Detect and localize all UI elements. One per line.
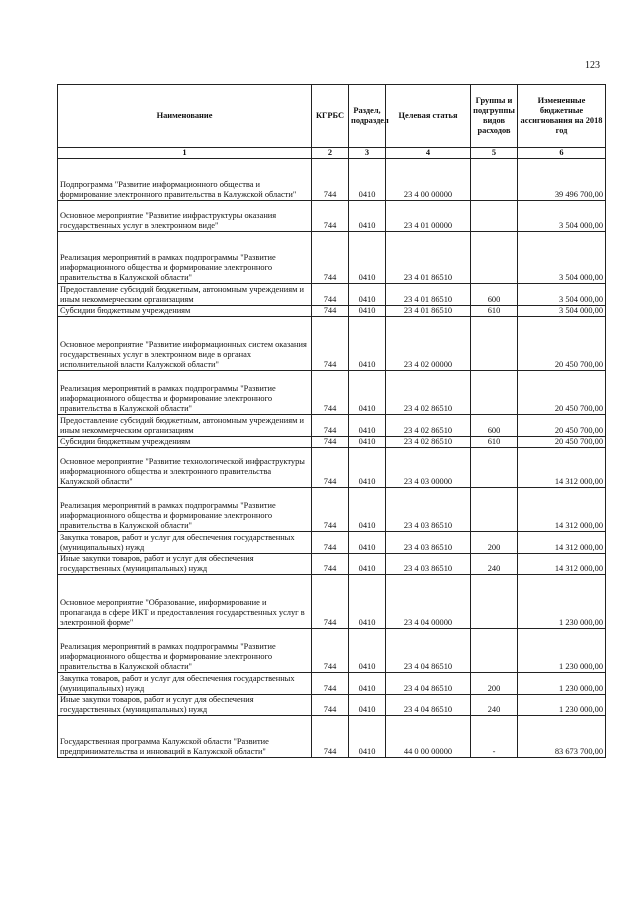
cell-kgrbs: 744 [312,554,349,575]
cell-name: Государственная программа Калужской области "Развитие предпринимательства и инноваций в Калужской области" [58,716,312,758]
cell-kgrbs: 744 [312,201,349,232]
table-row [58,159,606,201]
cell-section: 0410 [349,306,386,317]
cell-group [471,201,518,232]
table-row [58,716,606,758]
cell-kgrbs: 744 [312,232,349,284]
table-row [58,554,606,575]
cell-amount: 3 504 000,00 [518,306,606,317]
table-row [58,415,606,437]
cell-target: 23 4 02 00000 [386,317,471,371]
cell-amount: 20 450 700,00 [518,317,606,371]
cell-target: 44 0 00 00000 [386,716,471,758]
table-row [58,284,606,306]
table-row [58,629,606,673]
budget-table [57,84,606,758]
cell-group: 600 [471,284,518,306]
cell-target: 23 4 04 86510 [386,695,471,716]
header-amount: Измененные бюджетные ассигнования на 2018 год [518,85,606,148]
cell-section: 0410 [349,415,386,437]
cell-name: Реализация мероприятий в рамках подпрограммы "Развитие информационного общества и формирование электронного правительства в Калужской области" [58,371,312,415]
cell-amount: 14 312 000,00 [518,532,606,554]
table-row [58,673,606,695]
cell-group [471,575,518,629]
cell-name: Предоставление субсидий бюджетным, автономным учреждениям и иным некоммерческим организациям [58,284,312,306]
cell-amount: 20 450 700,00 [518,415,606,437]
cell-group: 240 [471,554,518,575]
cell-group [471,317,518,371]
cell-amount: 3 504 000,00 [518,284,606,306]
cell-group [471,448,518,488]
cell-group [471,629,518,673]
cell-target: 23 4 01 86510 [386,232,471,284]
column-number: 3 [349,148,386,159]
cell-section: 0410 [349,317,386,371]
cell-kgrbs: 744 [312,306,349,317]
cell-group: - [471,716,518,758]
header-name: Наименование [58,85,312,148]
column-number: 2 [312,148,349,159]
cell-target: 23 4 03 86510 [386,532,471,554]
cell-amount: 3 504 000,00 [518,232,606,284]
header-target: Целевая статья [386,85,471,148]
table-header-row [58,85,606,148]
cell-amount: 1 230 000,00 [518,695,606,716]
cell-name: Подпрограмма "Развитие информационного общества и формирование электронного правительства в Калужской области" [58,159,312,201]
cell-target: 23 4 03 86510 [386,488,471,532]
cell-kgrbs: 744 [312,284,349,306]
cell-section: 0410 [349,159,386,201]
cell-name: Субсидии бюджетным учреждениям [58,437,312,448]
cell-kgrbs: 744 [312,575,349,629]
cell-name: Основное мероприятие "Развитие информационных систем оказания государственных услуг в электронном виде в органах исполнительной власти Калужской области" [58,317,312,371]
table-row [58,448,606,488]
cell-section: 0410 [349,673,386,695]
cell-section: 0410 [349,284,386,306]
cell-group [471,488,518,532]
table-row [58,201,606,232]
table-row [58,371,606,415]
header-kgrbs: КГРБС [312,85,349,148]
cell-name: Основное мероприятие "Образование, информирование и пропаганда в сфере ИКТ и предоставления государственных услуг в электронной форме" [58,575,312,629]
column-number: 6 [518,148,606,159]
cell-section: 0410 [349,437,386,448]
cell-amount: 14 312 000,00 [518,488,606,532]
cell-name: Основное мероприятие "Развитие инфраструктуры оказания государственных услуг в электронном виде" [58,201,312,232]
cell-kgrbs: 744 [312,448,349,488]
cell-section: 0410 [349,554,386,575]
cell-group: 610 [471,437,518,448]
cell-target: 23 4 00 00000 [386,159,471,201]
cell-name: Реализация мероприятий в рамках подпрограммы "Развитие информационного общества и формирование электронного правительства в Калужской области" [58,232,312,284]
cell-target: 23 4 04 00000 [386,575,471,629]
header-group: Группы и подгруппы видов расходов [471,85,518,148]
cell-section: 0410 [349,488,386,532]
cell-amount: 1 230 000,00 [518,575,606,629]
column-number: 5 [471,148,518,159]
cell-name: Основное мероприятие "Развитие технологической инфраструктуры информационного общества и электронного правительства Калужской области" [58,448,312,488]
cell-group: 610 [471,306,518,317]
cell-name: Иные закупки товаров, работ и услуг для обеспечения государственных (муниципальных) нужд [58,554,312,575]
cell-section: 0410 [349,448,386,488]
page-number: 123 [585,60,600,71]
cell-section: 0410 [349,716,386,758]
table-row [58,488,606,532]
table-row [58,232,606,284]
table-row [58,532,606,554]
cell-amount: 39 496 700,00 [518,159,606,201]
cell-target: 23 4 01 86510 [386,306,471,317]
cell-amount: 14 312 000,00 [518,554,606,575]
cell-target: 23 4 01 86510 [386,284,471,306]
cell-kgrbs: 744 [312,716,349,758]
cell-name: Иные закупки товаров, работ и услуг для обеспечения государственных (муниципальных) нужд [58,695,312,716]
cell-section: 0410 [349,232,386,284]
cell-target: 23 4 02 86510 [386,371,471,415]
cell-name: Реализация мероприятий в рамках подпрограммы "Развитие информационного общества и формирование электронного правительства в Калужской области" [58,488,312,532]
cell-kgrbs: 744 [312,437,349,448]
cell-amount: 20 450 700,00 [518,437,606,448]
cell-section: 0410 [349,371,386,415]
cell-section: 0410 [349,201,386,232]
cell-name: Реализация мероприятий в рамках подпрограммы "Развитие информационного общества и формирование электронного правительства в Калужской области" [58,629,312,673]
cell-kgrbs: 744 [312,532,349,554]
cell-kgrbs: 744 [312,371,349,415]
cell-group [471,159,518,201]
table-row [58,306,606,317]
cell-name: Закупка товаров, работ и услуг для обеспечения государственных (муниципальных) нужд [58,532,312,554]
cell-name: Предоставление субсидий бюджетным, автономным учреждениям и иным некоммерческим организациям [58,415,312,437]
cell-amount: 3 504 000,00 [518,201,606,232]
cell-kgrbs: 744 [312,695,349,716]
cell-target: 23 4 02 86510 [386,415,471,437]
cell-kgrbs: 744 [312,415,349,437]
column-number-row [58,148,606,159]
cell-kgrbs: 744 [312,629,349,673]
cell-section: 0410 [349,629,386,673]
cell-kgrbs: 744 [312,159,349,201]
cell-kgrbs: 744 [312,673,349,695]
table-row [58,695,606,716]
cell-target: 23 4 02 86510 [386,437,471,448]
cell-name: Субсидии бюджетным учреждениям [58,306,312,317]
cell-section: 0410 [349,575,386,629]
cell-amount: 14 312 000,00 [518,448,606,488]
table-row [58,575,606,629]
cell-target: 23 4 03 00000 [386,448,471,488]
table-row [58,437,606,448]
column-number: 4 [386,148,471,159]
cell-section: 0410 [349,532,386,554]
cell-kgrbs: 744 [312,317,349,371]
cell-group [471,371,518,415]
cell-amount: 1 230 000,00 [518,629,606,673]
cell-group: 600 [471,415,518,437]
column-number: 1 [58,148,312,159]
cell-amount: 20 450 700,00 [518,371,606,415]
table-row [58,317,606,371]
cell-name: Закупка товаров, работ и услуг для обеспечения государственных (муниципальных) нужд [58,673,312,695]
cell-kgrbs: 744 [312,488,349,532]
cell-amount: 1 230 000,00 [518,673,606,695]
cell-group: 240 [471,695,518,716]
cell-target: 23 4 01 00000 [386,201,471,232]
cell-group: 200 [471,673,518,695]
cell-target: 23 4 03 86510 [386,554,471,575]
header-section: Раздел, подраздел [349,85,386,148]
cell-target: 23 4 04 86510 [386,673,471,695]
cell-section: 0410 [349,695,386,716]
cell-group [471,232,518,284]
cell-amount: 83 673 700,00 [518,716,606,758]
cell-group: 200 [471,532,518,554]
cell-target: 23 4 04 86510 [386,629,471,673]
